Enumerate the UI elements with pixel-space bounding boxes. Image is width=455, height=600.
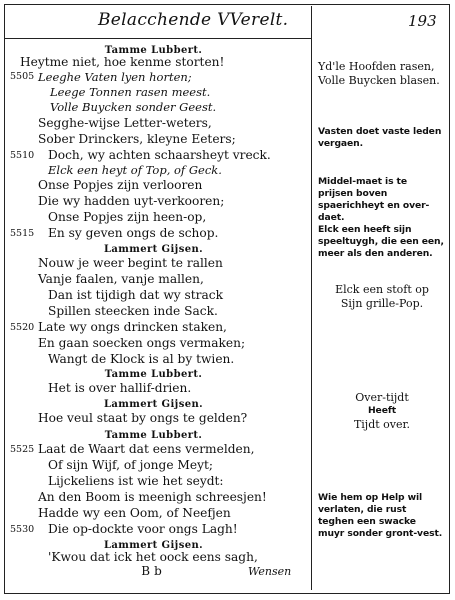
verse-line: Hadde wy een Oom, of Neefjen: [38, 506, 231, 520]
line-number: 5525: [10, 444, 35, 455]
verse-line: Nouw je weer begint te rallen: [38, 256, 223, 270]
speaker-name: Lammert Gijsen.: [103, 540, 204, 551]
verse-line: Sober Drinckers, kleyne Eeters;: [38, 132, 236, 146]
verse-line: Leeghe Vaten lyen horten;: [38, 70, 192, 84]
verse-line: Elck een heyt of Top, of Geck.: [48, 163, 222, 177]
verse-line: Onse Popjes zijn verlooren: [38, 178, 203, 192]
line-number: 5505: [10, 71, 35, 82]
verse-line: Heytme niet, hoe kenme storten!: [20, 55, 225, 69]
margin-note: Sijn grille-Pop.: [340, 297, 424, 310]
speaker-name: Lammert Gijsen.: [103, 244, 204, 255]
margin-note: Wie hem op Help wil verlaten, die rust teghen een swacke muyr sonder gront-vest.: [318, 492, 443, 539]
speaker-name: Tamme Lubbert.: [104, 430, 203, 441]
speaker-name: Lammert Gijsen.: [103, 399, 204, 410]
verse-line: 'Kwou dat ick het oock eens sagh,: [48, 550, 258, 564]
catchword: Wensen: [248, 565, 292, 578]
verse-line: Leege Tonnen rasen meest.: [50, 85, 211, 99]
line-number: 5530: [10, 524, 35, 535]
margin-divider: [311, 6, 312, 590]
verse-line: Doch, wy achten schaarsheyt vreck.: [48, 148, 271, 162]
margin-note: Middel-maet is te prijsen boven spaerichheyt en over-daet.: [318, 176, 430, 223]
running-title: Belacchende VVerelt.: [98, 10, 289, 30]
margin-note: Tijdt over.: [353, 418, 411, 431]
margin-note: Heeft: [367, 405, 397, 416]
verse-line: En sy geven ongs de schop.: [48, 226, 219, 240]
speaker-name: Tamme Lubbert.: [104, 369, 203, 380]
verse-line: Segghe-wijse Letter-weters,: [38, 116, 212, 130]
verse-line: Dan ist tijdigh dat wy strack: [48, 288, 223, 302]
verse-line: Of sijn Wijf, of jonge Meyt;: [48, 458, 214, 472]
signature-mark: Bb: [141, 564, 166, 578]
verse-line: Spillen steecken inde Sack.: [48, 304, 218, 318]
speaker-name: Tamme Lubbert.: [104, 45, 203, 56]
verse-line: An den Boom is meenigh schreesjen!: [38, 490, 267, 504]
margin-note: Yd'le Hoofden rasen,: [318, 60, 435, 73]
verse-line: Die wy hadden uyt-verkooren;: [38, 194, 225, 208]
verse-line: Onse Popjes zijn heen-op,: [48, 210, 207, 224]
line-number: 5510: [10, 150, 35, 161]
verse-line: Wangt de Klock is al by twien.: [48, 352, 235, 366]
verse-line: Volle Buycken sonder Geest.: [50, 100, 217, 114]
margin-note: Over-tijdt: [355, 391, 409, 404]
header-rule: [4, 38, 311, 39]
verse-line: Lijckeliens ist wie het seydt:: [48, 474, 224, 488]
line-number: 5520: [10, 322, 35, 333]
verse-line: Die op-dockte voor ongs Lagh!: [48, 522, 238, 536]
verse-line: Het is over hallif-drien.: [48, 381, 192, 395]
verse-line: Laat de Waart dat eens vermelden,: [38, 442, 255, 456]
margin-note: Vasten doet vaste leden vergaen.: [318, 126, 442, 149]
page-number: 193: [408, 12, 437, 30]
verse-line: Late wy ongs drincken staken,: [38, 320, 227, 334]
verse-line: En gaan soecken ongs vermaken;: [38, 336, 246, 350]
verse-line: Hoe veul staat by ongs te gelden?: [38, 411, 248, 425]
verse-line: Vanje faalen, vanje mallen,: [38, 272, 204, 286]
line-number: 5515: [10, 228, 35, 239]
margin-note: Elck een stoft op: [335, 283, 429, 296]
margin-note: Volle Buycken blasen.: [318, 74, 440, 87]
margin-note: Elck een heeft sijn speeltuygh, die een een, meer als den anderen.: [318, 224, 444, 259]
